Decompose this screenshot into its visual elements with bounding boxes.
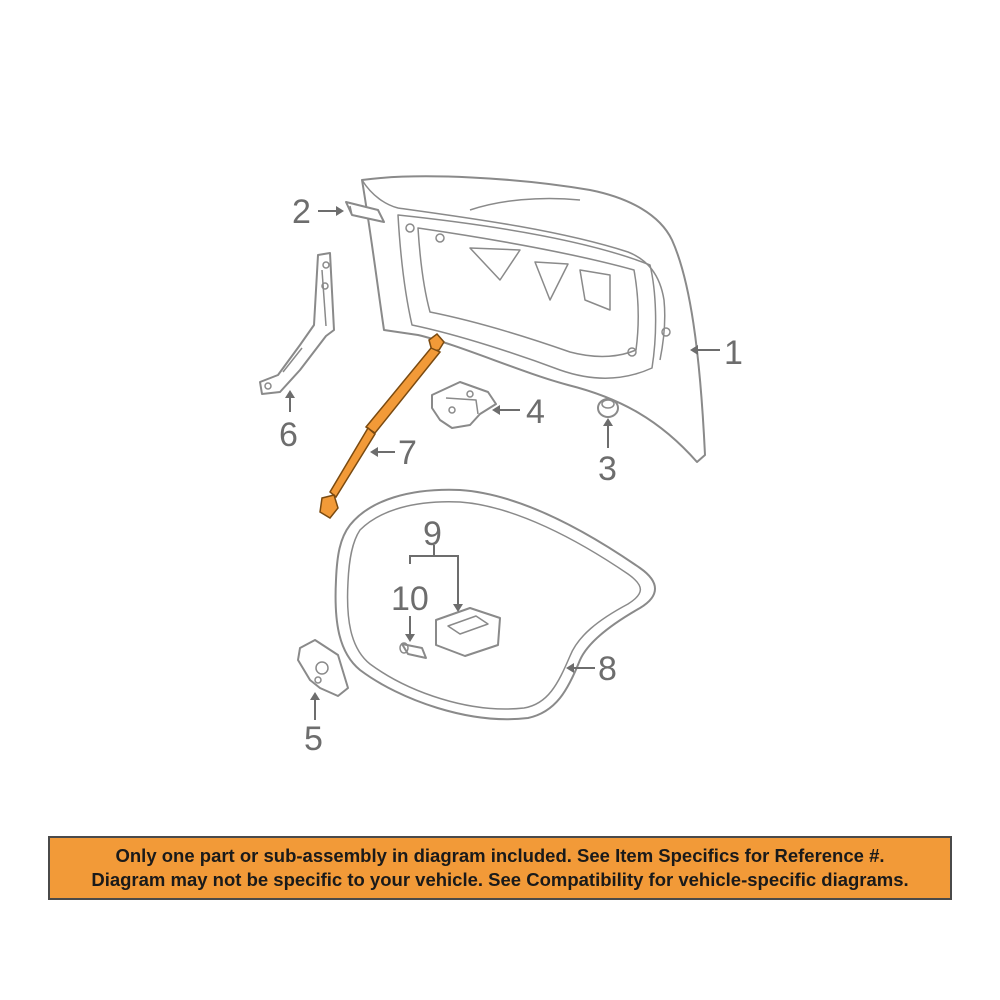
callout-10: 10: [391, 580, 429, 618]
disclaimer-banner: [48, 836, 952, 900]
plug-part: [598, 399, 618, 417]
callout-2: 2: [292, 193, 311, 231]
disclaimer-line-1: Only one part or sub-assembly in diagram included. See Item Specifics for Reference #.: [115, 845, 885, 866]
callout-3: 3: [598, 450, 617, 488]
callout-5: 5: [304, 720, 323, 758]
callout-8: 8: [598, 650, 617, 688]
disclaimer-line-2: Diagram may not be specific to your vehicle. See Compatibility for vehicle-specific diagrams.: [91, 869, 909, 890]
striker-part: [432, 382, 496, 428]
latch-part: [298, 640, 348, 696]
hinge-part: [260, 253, 334, 394]
callout-1: 1: [724, 334, 743, 372]
callout-9: 9: [423, 515, 442, 553]
callout-4: 4: [526, 393, 545, 431]
callout-7: 7: [398, 434, 417, 472]
callout-6: 6: [279, 416, 298, 454]
